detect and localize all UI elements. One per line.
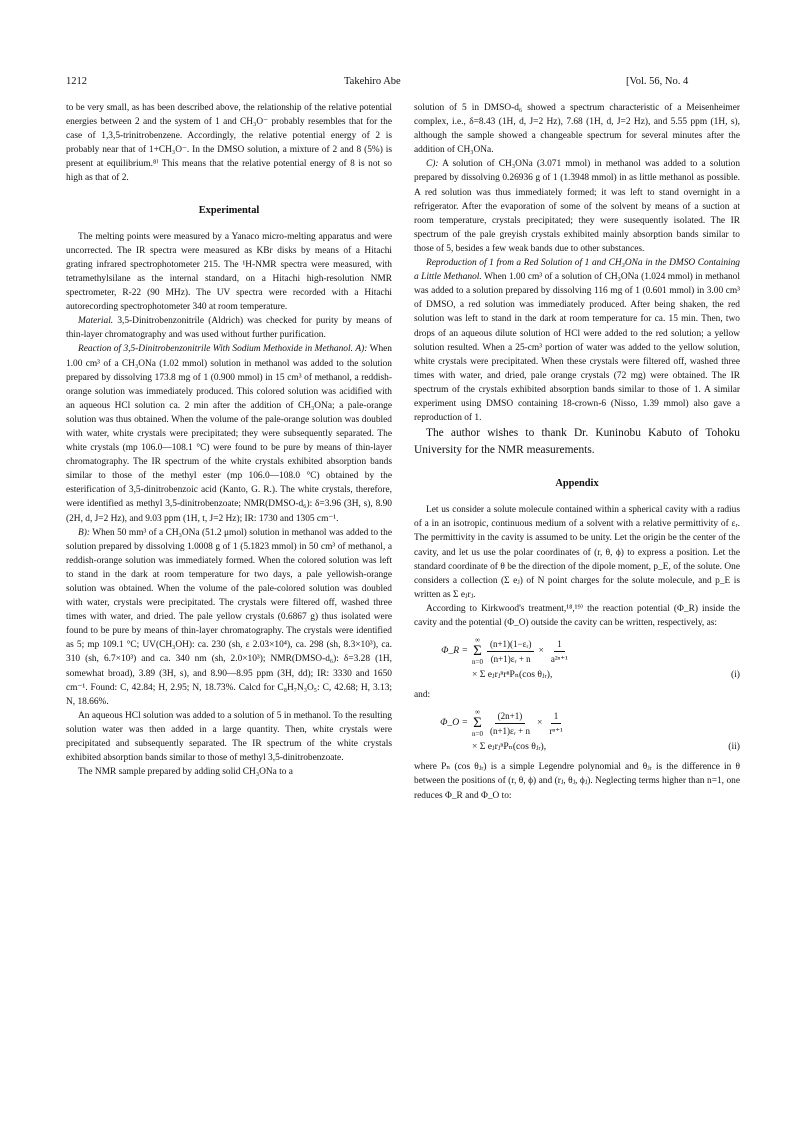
intro-paragraph: to be very small, as has been described above, the relationship of the relative potential energies between 2 and the system of 1 and CH₃O⁻ probably resembles that for the case of 1,3,5-trinitrobenzene. Accordingly, the relative potential energy of 2 is probably near that of 1+CH₃O⁻. In the DMSO solution, a mixture of 2 and 8 (5%) is present at equilibrium.⁸⁾ This means that the relative potential energy of 8 is not so high as that of 2. [66,103,392,184]
sum-lower-limit: n=0 [472,730,483,739]
reaction-heading: Reaction of 3,5-Dinitrobenzonitrile With Sodium Methoxide in Methanol. [78,344,353,355]
equation-ii [414,708,740,738]
sigma-glyph: Σ [473,643,482,660]
reaction-c-paragraph [414,157,740,256]
material-text: 3,5-Dinitrobenzonitrile (Aldrich) was checked for purity by means of thin-layer chromatography and was used without further purification. [66,316,392,341]
sum-lower-limit: n=0 [472,658,483,667]
running-author: Takehiro Abe [344,76,401,87]
equation-ii-line-2 [414,740,740,754]
sum-symbol [472,708,483,738]
equation-i-numerator-2: 1 [554,637,565,652]
equation-ii-numerator-2: 1 [551,709,562,724]
procedure-a-text: When 1.00 cm³ of a CH₃ONa (1.02 mmol) solution in methanol was added to the solution prepared by dissolving 173.8 mg of 1 (0.900 mmol) in 15 cm³ of methanol, a reddish-orange solution was immediately produced. This colored solution was acidified with an aqueous HCl solution ca. 2 min after the addition of CH₃ONa; a pale-orange solution was thus obtained. When the volume of the pale-orange solution was doubled with water, white crystals were precipitated; they were subsequently separated. The white crystals (mp 106.0—108.1 °C) were found to be pure by means of thin-layer chromatography. The IR spectrum of the white crystals exhibited absorption bands similar to those of the methyl ester (mp 106.0—108.0 °C) obtained by the esterification of 3,5-dinitrobenzoic acid (Kanto, G. R.). The white crystals, therefore, were identified as methyl 3,5-dinitrobenzoate; NMR(DMSO-d₆): δ=3.96 (3H, s), 8.90 (2H, d, J=2 Hz), and 9.03 ppm (1H, t, J=2 Hz); IR: 1730 and 1305 cm⁻¹. [66,344,392,524]
equation-ii-numerator: (2n+1) [495,709,526,724]
equation-i-numerator: (n+1)(1−εᵣ) [487,637,534,652]
left-column [66,101,392,779]
material-label: Material. [78,316,114,327]
procedure-b-label: B): [78,527,90,538]
times-sign: × [538,645,544,657]
reaction-a-paragraph [66,342,392,525]
equation-ii-sum-term: × Σ eⱼrⱼⁿPₙ(cos θⱼᵣ), [472,741,547,753]
sum-upper-limit: ∞ [474,636,480,645]
equation-ii-fraction [487,709,533,738]
procedure-c-text: A solution of CH₃ONa (3.071 mmol) in methanol was added to a solution prepared by dissolving 0.26936 g of 1 (1.3948 mmol) in as little methanol as possible. A red solution was thus immediately formed; it was left to stand overnight in a refrigerator. After the evaporation of some of the solvent by means of a suction at room temperature, crystals precipitated; they were susequently isolated. The IR spectrum of the pale greyish crystals exhibited mainly absorption bands similar to those of 5, besides a few weak bands due to other substances. [414,159,741,254]
equation-ii-fraction-2 [546,709,565,738]
equation-ii-lhs: Φ_O = [440,717,468,729]
equation-i-fraction [487,637,534,666]
reproduction-text: When 1.00 cm³ of a solution of CH₃ONa (1.024 mmol) in methanol was added to a solution prepared by dissolving 116 mg of 1 (0.601 mmol) in 3.00 cm³ of DMSO, a red solution was immediately produced. After being shaken, the red solution was left to stand in the dark at room temperature for ca. 15 min. Then, two drops of an aqueous dilute solution of HCl were added to the red solution; a yellow solution resulted. When a 25-cm³ portion of water was added to the yellow solution, white crystals were precipitated. When these crystals were filtered off, washed three times with water, and dried, pale orange crystals (72 mg) were obtained. The IR spectrum of the crystals exhibited absorption bands similar to those of 1. A similar experiment using DMSO containing 18-crown-6 (Nisso, 1.39 mmol) also gave a reproduction of 1. [414,272,740,424]
equation-i-fraction-2 [548,637,571,666]
equation-i [414,636,740,666]
equation-i-sum-term: × Σ eⱼrⱼⁿrⁿPₙ(cos θⱼᵣ), [472,669,553,681]
appendix-paragraph-1: Let us consider a solute molecule contained within a spherical cavity with a radius of a in an isotropic, continuous medium of a solvent with a relative permittivity of εᵣ. The permittivity in the cavity is assumed to be unity. Let the origin be the center of the cavity, and let us use the polar coordinates of (r, θ, ϕ) to express a position. Let the standard coordinate of θ be the direction of the dipole moment, p_E, of the solute. One considers a collection (Σ eⱼ) of N point charges for the solute molecule, and p_E is written as Σ eⱼrⱼ. [414,505,740,600]
equation-i-denominator-2: a²ⁿ⁺¹ [550,653,568,664]
volume-info: [Vol. 56, No. 4 [626,76,689,87]
hcl-paragraph: An aqueous HCl solution was added to a solution of 5 in methanol. To the resulting solution water was then added in a large quantity. Then, white crystals were precipitated and subsequently separated. The IR spectrum of the white crystals exhibited absorption bands similar to those of methyl 3,5-dinitrobenzoate. [66,710,392,764]
experimental-heading: Experimental [198,204,260,216]
right-column [414,101,740,803]
final-paragraph: where Pₙ (cos θⱼᵣ) is a simple Legendre polynomial and θⱼᵣ is the difference in θ between the positions of (r, θ, ϕ) and (rⱼ, θⱼ, ϕⱼ). Neglecting terms higher than n=1, one reduces Φ_R and Φ_O to: [414,762,740,801]
page-number: 1212 [66,76,87,87]
appendix-paragraph-2: According to Kirkwood's treatment,¹⁸,¹⁹⁾ the reaction potential (Φ_R) inside the cavity and the potential (Φ_O) outside the cavity can be written, respectively, as: [414,603,740,628]
reproduction-paragraph [414,256,740,425]
sum-symbol [472,636,483,666]
material-paragraph [66,314,392,342]
equation-ii-number: (ii) [728,741,740,753]
equation-i-line-2 [414,668,740,682]
times-sign: × [536,717,543,729]
reaction-b-paragraph [66,526,392,709]
and-text: and: [414,690,431,701]
equation-i-number: (i) [730,669,740,681]
procedure-c-label: C): [426,159,439,170]
equation-ii-denominator-2: rⁿ⁺¹ [549,725,563,736]
sum-upper-limit: ∞ [474,708,480,717]
procedure-a-label: A): [355,344,368,355]
reproduction-heading: Reproduction of 1 from a Red Solution of 1 and CH₃ONa in the DMSO Containing a Little Methanol. [414,258,740,283]
equation-ii-denominator: (n+1)εᵣ + n [489,725,530,736]
procedure-b-text: When 50 mm³ of a CH₃ONa (51.2 μmol) solution in methanol was added to the solution prepared by dissolving 1.0008 g of 1 (5.1823 mmol) in 50 cm³ of methanol, a reddish-orange solution was immediately formed. When the colored solution was left to stand in the dark at room temperature for two days, a pale yellowish-orange solution was obtained. When the volume of the pale-colored solution was doubled with water, crystals were precipitated. The crystals were filtered off, washed three times with water, and dried. The pale yellow crystals (0.6867 g) thus isolated were found to be pure by means of thin-layer chromatography. The crystals were identified as 5; mp 109.1 °C; UV(CH₃OH): ca. 230 (sh, ε 2.03×10⁴), ca. 298 (sh, 8.3×10³), ca. 310 (sh, 6.7×10³) and ca. 340 nm (sh, 2.0×10³); NMR(DMSO-d₆): δ=3.28 (1H, somewhat broad), 3.89 (3H, s), and 8.90—8.95 ppm (3H, dd); IR: 3330 and 1650 cm⁻¹. Found: C, 42.84; H, 2.95; N, 18.73%. Calcd for C₈H₇N₃O₅: C, 42.68; H, 3.13; N, 18.66%. [66,527,392,707]
equation-i-lhs: Φ_R = [441,645,468,657]
nmr-paragraph: The NMR sample prepared by adding solid CH₃ONa to a [78,767,293,778]
equation-i-denominator: (n+1)εᵣ + n [490,653,531,664]
sigma-glyph: Σ [473,715,482,732]
appendix-heading: Appendix [555,478,599,490]
continued-paragraph: solution of 5 in DMSO-d₆ showed a spectrum characteristic of a Meisenheimer complex, i.e., δ=8.43 (1H, d, J=2 Hz), 7.68 (1H, d, J=2 Hz), and 5.55 ppm (1H, s), although the sample showed a changeable spectrum for several minutes after the addition of CH₃ONa. [414,103,740,156]
methods-paragraph: The melting points were measured by a Yanaco micro-melting apparatus and were uncorrected. The IR spectra were measured as KBr disks by means of a Hitachi grating infrared spectrophotometer 215. The ¹H-NMR spectra were measured, with tetramethylsilane as the internal standard, on a Hitachi high-resolution NMR spectrometer, R-22 (90 MHz). The UV spectra were recorded with a Hitachi autorecording spectrophotometer 340 at room temperature. [66,231,392,313]
acknowledgment: The author wishes to thank Dr. Kuninobu Kabuto of Tohoku University for the NMR measurements. [414,427,740,457]
